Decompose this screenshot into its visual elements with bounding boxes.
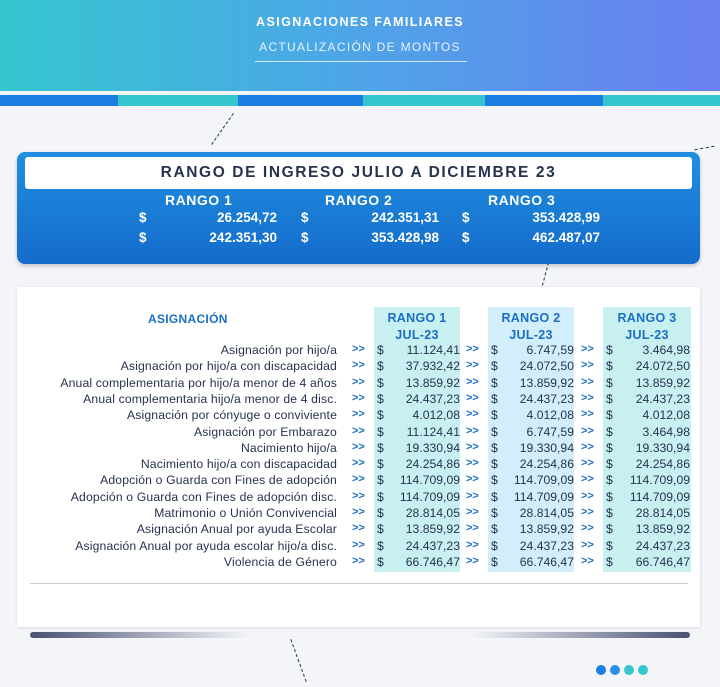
strip-segment xyxy=(238,95,363,106)
decor-shadow-left xyxy=(30,632,250,638)
arrow-marker: >> xyxy=(466,473,479,486)
currency-symbol: $ xyxy=(606,424,613,439)
amount-rango-1: 13.859,92 xyxy=(405,522,460,537)
amount-rango-2: 4.012,08 xyxy=(526,408,574,423)
currency-symbol: $ xyxy=(139,230,147,245)
currency-symbol: $ xyxy=(377,391,384,406)
arrow-marker: >> xyxy=(466,538,479,551)
strip-segment xyxy=(118,95,238,106)
arrow-marker: >> xyxy=(466,359,479,372)
arrow-marker: >> xyxy=(352,391,365,404)
range-label: RANGO 3 xyxy=(488,192,556,208)
amount-rango-3: 24.437,23 xyxy=(635,391,690,406)
currency-symbol: $ xyxy=(377,522,384,537)
table-row xyxy=(0,506,720,522)
arrow-marker: >> xyxy=(352,554,365,567)
currency-symbol: $ xyxy=(491,554,498,569)
allowance-label: Asignación por cónyuge o conviviente xyxy=(126,408,337,423)
amount-rango-2: 6.747,59 xyxy=(526,343,574,357)
currency-symbol: $ xyxy=(491,391,498,406)
allowance-label: Anual complementaria por hijo/a menor de 4 años xyxy=(60,375,337,390)
page-dot xyxy=(610,665,620,675)
range-from-value: 353.428,99 xyxy=(532,210,600,225)
amount-rango-3: 13.859,92 xyxy=(635,522,690,537)
currency-symbol: $ xyxy=(301,230,309,245)
allowance-label: Nacimiento hijo/a xyxy=(240,440,337,455)
arrow-marker: >> xyxy=(581,408,594,421)
currency-symbol: $ xyxy=(377,554,384,569)
arrow-marker: >> xyxy=(352,489,365,502)
arrow-marker: >> xyxy=(466,375,479,388)
arrow-marker: >> xyxy=(466,506,479,518)
amount-rango-2: 19.330,94 xyxy=(519,440,574,455)
table-row xyxy=(0,522,720,538)
arrow-marker: >> xyxy=(581,375,594,388)
page-title: ASIGNACIONES FAMILIARES xyxy=(256,15,464,29)
table-row xyxy=(0,425,720,441)
column-period-label: JUL-23 xyxy=(395,328,439,342)
amount-rango-2: 24.437,23 xyxy=(519,538,574,553)
column-period-label: JUL-23 xyxy=(509,328,553,342)
table-bottom-divider xyxy=(30,583,688,584)
amount-rango-1: 4.012,08 xyxy=(412,408,460,423)
arrow-marker: >> xyxy=(581,473,594,486)
table-row xyxy=(0,376,720,392)
arrow-marker: >> xyxy=(466,489,479,502)
currency-symbol: $ xyxy=(606,538,613,553)
amount-rango-1: 37.932,42 xyxy=(405,359,460,374)
table-row xyxy=(0,441,720,457)
range-label: RANGO 2 xyxy=(325,192,393,208)
allowance-label: Nacimiento hijo/a con discapacidad xyxy=(140,457,337,472)
range-to-value: 353.428,98 xyxy=(371,230,439,245)
currency-symbol: $ xyxy=(491,457,498,472)
amount-rango-3: 3.464,98 xyxy=(642,424,690,439)
amount-rango-3: 19.330,94 xyxy=(635,440,690,455)
amount-rango-3: 4.012,08 xyxy=(642,408,690,423)
currency-symbol: $ xyxy=(491,538,498,553)
amount-rango-2: 114.709,09 xyxy=(513,473,574,488)
amount-rango-1: 24.254,86 xyxy=(405,457,460,472)
amount-rango-1: 24.437,23 xyxy=(405,391,460,406)
currency-symbol: $ xyxy=(606,343,613,357)
allowance-label: Asignación por hijo/a con discapacidad xyxy=(120,359,337,374)
income-range-title-box xyxy=(25,157,692,189)
income-range-title: RANGO DE INGRESO JULIO A DICIEMBRE 23 xyxy=(160,164,557,181)
currency-symbol: $ xyxy=(491,359,498,374)
decor-shadow-right xyxy=(470,632,690,638)
strip-segment xyxy=(603,95,720,106)
amount-rango-1: 13.859,92 xyxy=(405,375,460,390)
column-range-label: RANGO 3 xyxy=(617,311,677,325)
amount-rango-2: 28.814,05 xyxy=(519,506,574,520)
strip-segment xyxy=(0,95,118,106)
arrow-marker: >> xyxy=(581,343,594,355)
currency-symbol: $ xyxy=(606,506,613,520)
allowance-label: Violencia de Género xyxy=(223,554,337,569)
currency-symbol: $ xyxy=(377,538,384,553)
currency-symbol: $ xyxy=(139,210,147,225)
arrow-marker: >> xyxy=(352,375,365,388)
range-from xyxy=(462,210,600,228)
allowance-column-header: ASIGNACIÓN xyxy=(148,312,228,326)
page-dots xyxy=(596,665,648,675)
range-to xyxy=(139,230,277,248)
currency-symbol: $ xyxy=(377,473,384,488)
arrow-marker: >> xyxy=(466,424,479,437)
amount-rango-1: 24.437,23 xyxy=(405,538,460,553)
currency-symbol: $ xyxy=(491,506,498,520)
range-from-value: 26.254,72 xyxy=(216,210,277,225)
currency-symbol: $ xyxy=(606,473,613,488)
amount-rango-3: 114.709,09 xyxy=(629,473,690,488)
arrow-marker: >> xyxy=(352,506,365,518)
arrow-marker: >> xyxy=(581,359,594,372)
allowance-label: Adopción o Guarda con Fines de adopción disc. xyxy=(70,489,337,504)
arrow-marker: >> xyxy=(352,440,365,453)
currency-symbol: $ xyxy=(491,489,498,504)
currency-symbol: $ xyxy=(606,440,613,455)
page-subtitle: ACTUALIZACIÓN DE MONTOS xyxy=(259,40,461,54)
arrow-marker: >> xyxy=(581,489,594,502)
currency-symbol: $ xyxy=(377,343,384,357)
arrow-marker: >> xyxy=(466,391,479,404)
allowance-label: Asignación Anual por ayuda escolar hijo/a disc. xyxy=(75,538,337,553)
allowance-label: Asignación por Embarazo xyxy=(193,424,337,439)
table-row xyxy=(0,473,720,489)
currency-symbol: $ xyxy=(491,424,498,439)
range-to xyxy=(301,230,439,248)
allowance-label: Anual complementaria hijo/a menor de 4 disc. xyxy=(83,391,337,406)
arrow-marker: >> xyxy=(352,408,365,421)
arrow-marker: >> xyxy=(581,424,594,437)
arrow-marker: >> xyxy=(352,424,365,437)
currency-symbol: $ xyxy=(377,408,384,423)
range-from xyxy=(301,210,439,228)
page-dot xyxy=(638,665,648,675)
amount-rango-3: 13.859,92 xyxy=(635,375,690,390)
currency-symbol: $ xyxy=(491,440,498,455)
amount-rango-2: 114.709,09 xyxy=(513,489,574,504)
currency-symbol: $ xyxy=(606,489,613,504)
currency-symbol: $ xyxy=(606,522,613,537)
currency-symbol: $ xyxy=(377,440,384,455)
amount-rango-1: 11.124,41 xyxy=(406,343,460,357)
amount-rango-2: 66.746,47 xyxy=(519,554,574,569)
table-row xyxy=(0,457,720,473)
table-row xyxy=(0,359,720,375)
arrow-marker: >> xyxy=(352,359,365,372)
currency-symbol: $ xyxy=(606,359,613,374)
currency-symbol: $ xyxy=(491,375,498,390)
currency-symbol: $ xyxy=(491,343,498,357)
arrow-marker: >> xyxy=(581,457,594,470)
currency-symbol: $ xyxy=(606,391,613,406)
range-from xyxy=(139,210,277,228)
decor-dash xyxy=(695,146,715,150)
currency-symbol: $ xyxy=(606,408,613,423)
column-period-label: JUL-23 xyxy=(625,328,669,342)
table-row xyxy=(0,408,720,424)
amount-rango-3: 28.814,05 xyxy=(635,506,690,520)
column-range-label: RANGO 2 xyxy=(501,311,561,325)
currency-symbol: $ xyxy=(377,506,384,520)
arrow-marker: >> xyxy=(581,554,594,567)
amount-rango-1: 19.330,94 xyxy=(405,440,460,455)
arrow-marker: >> xyxy=(581,391,594,404)
arrow-marker: >> xyxy=(466,522,479,535)
amount-rango-2: 24.254,86 xyxy=(519,457,574,472)
arrow-marker: >> xyxy=(581,538,594,551)
currency-symbol: $ xyxy=(462,230,470,245)
allowance-label: Adopción o Guarda con Fines de adopción xyxy=(100,473,337,488)
currency-symbol: $ xyxy=(301,210,309,225)
arrow-marker: >> xyxy=(352,457,365,470)
currency-symbol: $ xyxy=(377,489,384,504)
arrow-marker: >> xyxy=(352,538,365,551)
table-row xyxy=(0,555,720,571)
arrow-marker: >> xyxy=(466,554,479,567)
amount-rango-2: 13.859,92 xyxy=(519,522,574,537)
table-row xyxy=(0,539,720,555)
amount-rango-3: 114.709,09 xyxy=(629,489,690,504)
range-to-value: 462.487,07 xyxy=(532,230,600,245)
strip-segment xyxy=(363,95,485,106)
arrow-marker: >> xyxy=(466,457,479,470)
page-dot xyxy=(624,665,634,675)
currency-symbol: $ xyxy=(377,424,384,439)
currency-symbol: $ xyxy=(491,473,498,488)
amount-rango-1: 28.814,05 xyxy=(405,506,460,520)
amount-rango-2: 24.437,23 xyxy=(519,391,574,406)
allowance-label: Asignación Anual por ayuda Escolar xyxy=(136,522,337,537)
currency-symbol: $ xyxy=(491,408,498,423)
strip-segment xyxy=(485,95,603,106)
header-banner xyxy=(0,0,720,91)
amount-rango-3: 3.464,98 xyxy=(642,343,690,357)
currency-symbol: $ xyxy=(462,210,470,225)
arrow-marker: >> xyxy=(466,408,479,421)
decor-dash xyxy=(211,113,234,145)
currency-symbol: $ xyxy=(606,457,613,472)
range-from-value: 242.351,31 xyxy=(371,210,439,225)
amount-rango-1: 11.124,41 xyxy=(406,424,460,439)
currency-symbol: $ xyxy=(606,554,613,569)
arrow-marker: >> xyxy=(581,440,594,453)
arrow-marker: >> xyxy=(581,506,594,518)
arrow-marker: >> xyxy=(466,440,479,453)
amount-rango-1: 114.709,09 xyxy=(399,489,460,504)
amount-rango-2: 13.859,92 xyxy=(519,375,574,390)
amount-rango-3: 24.072,50 xyxy=(635,359,690,374)
range-label: RANGO 1 xyxy=(165,192,233,208)
amount-rango-2: 24.072,50 xyxy=(519,359,574,374)
amount-rango-3: 24.437,23 xyxy=(635,538,690,553)
range-to-value: 242.351,30 xyxy=(209,230,277,245)
table-row xyxy=(0,392,720,408)
arrow-marker: >> xyxy=(352,343,365,355)
header-divider xyxy=(255,61,467,62)
column-range-label: RANGO 1 xyxy=(387,311,447,325)
page-dot xyxy=(596,665,606,675)
currency-symbol: $ xyxy=(377,359,384,374)
currency-symbol: $ xyxy=(491,522,498,537)
table-row xyxy=(0,490,720,506)
arrow-marker: >> xyxy=(466,343,479,355)
decor-dash xyxy=(290,639,306,682)
currency-symbol: $ xyxy=(606,375,613,390)
range-to xyxy=(462,230,600,248)
arrow-marker: >> xyxy=(581,522,594,535)
allowance-label: Matrimonio o Unión Convivencial xyxy=(154,506,337,520)
allowance-label: Asignación por hijo/a xyxy=(220,343,337,357)
currency-symbol: $ xyxy=(377,457,384,472)
arrow-marker: >> xyxy=(352,473,365,486)
decor-dash xyxy=(542,262,549,285)
income-range-panel xyxy=(17,152,700,264)
amount-rango-3: 66.746,47 xyxy=(635,554,690,569)
table-row xyxy=(0,343,720,359)
currency-symbol: $ xyxy=(377,375,384,390)
amount-rango-1: 66.746,47 xyxy=(405,554,460,569)
amount-rango-2: 6.747,59 xyxy=(526,424,574,439)
arrow-marker: >> xyxy=(352,522,365,535)
amount-rango-1: 114.709,09 xyxy=(399,473,460,488)
amount-rango-3: 24.254,86 xyxy=(635,457,690,472)
color-strip xyxy=(0,95,720,106)
